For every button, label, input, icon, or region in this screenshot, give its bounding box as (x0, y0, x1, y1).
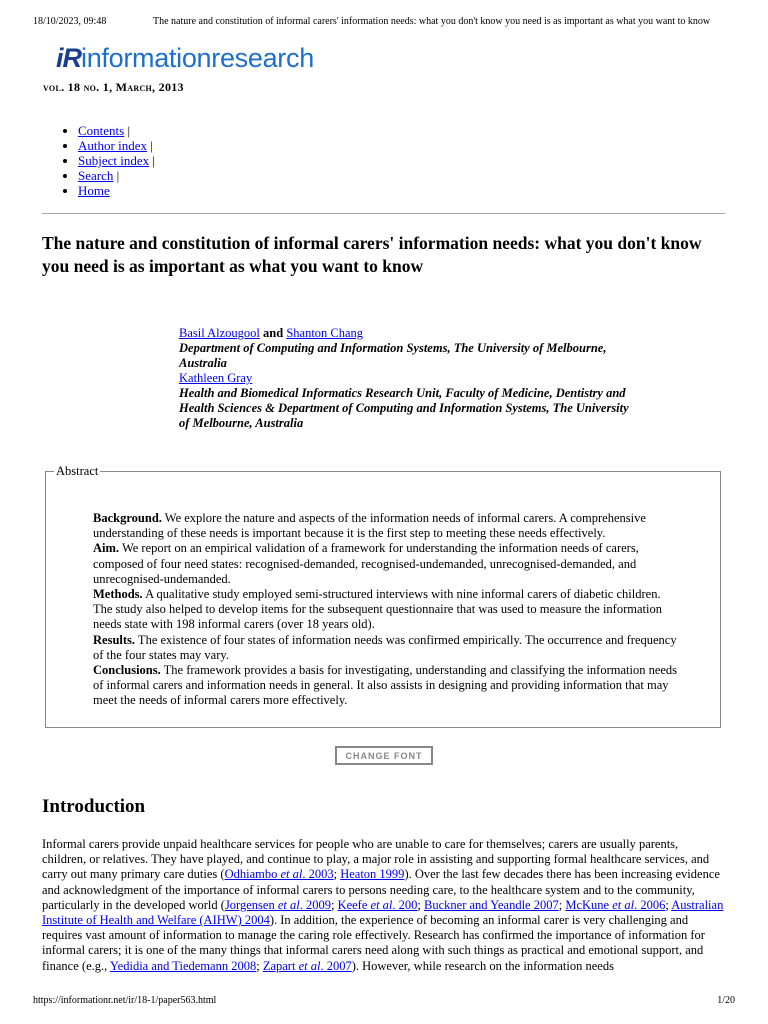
nav-item-home (78, 183, 155, 198)
abstract-conclusions: Conclusions. The framework provides a basis for investigating, understanding and classifying the information needs of informal carers and information needs in general. It also assists in designing and providing information that may meet the needs of informal carers more effectively. (93, 663, 678, 708)
affiliation-2: Health and Biomedical Informatics Research Unit, Faculty of Medicine, Dentistry and Health Sciences & Department of Computing and Information Systems, The University of Melbourne, Australia (179, 386, 629, 430)
author-link-alzougool[interactable]: Basil Alzougool (179, 326, 260, 340)
nav-link-subject-index[interactable]: Subject index (78, 153, 150, 168)
abstract-background: Background. We explore the nature and aspects of the information needs of informal carers. A comprehensive understanding of these needs is important because it is the first step to meeting these needs effectively. (93, 511, 646, 541)
abstract-results: Results. The existence of four states of information needs was confirmed empirically. The occurrence and frequency of the four states may vary. (93, 632, 677, 662)
ref-zapart[interactable]: Zapart et al. 2007 (262, 958, 352, 973)
nav-link-search[interactable]: Search (78, 168, 114, 183)
ref-buckner[interactable]: Buckner and Yeandle 2007 (424, 897, 559, 912)
nav-item-contents: • Contents | (78, 123, 155, 138)
logo-mark-icon: iR (56, 43, 81, 73)
ref-keefe[interactable]: Keefe et al. 200 (337, 897, 418, 912)
introduction-paragraph: Informal carers provide unpaid healthcare services for people who are unable to care for themselves; carers are usually parents, children, or relatives. They have played, and continue to play, a major role in assisting and supporting formal healthcare services, and carry out many primary care duties (Odhiambo et al. 2003; Heaton 1999). Over the last few decades there has been increasing evidence and acknowledgment of the importance of informal carers to persons needing care, to the healthcare system and to the community, particularly in the developed world (Jorgensen et al. 2009; Keefe et al. 200; Buckner and Yeandle 2007; McKune et al. 2006; Australian Institute of Health and Welfare (AIHW) 2004). In addition, the experience of becoming an informal carer is very challenging and requires vast amount of information to manage the caring role effectively. Research has confirmed the importance of information for informal carers; it is one of the many things that informal carers need along with such things as practical and emotional support, and finance (e.g., Yedidia and Tiedemann 2008; Zapart et al. 2007). However, while research on the information needs (42, 837, 724, 973)
nav-link-author-index[interactable]: Author index (78, 138, 147, 153)
print-header (33, 16, 732, 27)
abstract-legend: Abstract (56, 464, 99, 478)
divider (42, 213, 725, 214)
introduction-heading: Introduction (42, 796, 146, 817)
volume-info: vol. 18 no. 1, March, 2013 (43, 80, 184, 94)
logo-text: informationresearch (81, 43, 314, 73)
ref-yedidia[interactable]: Yedidia and Tiedemann 2008 (109, 958, 257, 973)
nav-item-subject-index: • Subject index | (78, 153, 155, 168)
abstract-methods: Methods. A qualitative study employed semi-structured interviews with nine informal carers of diabetic children. The study also helped to develop items for the subsequent questionnaire that was used to measure the information needs state with 198 informal carers (over 18 years old). (93, 587, 662, 632)
nav-item-search: • Search | (78, 168, 155, 183)
nav-link-home[interactable]: Home (78, 183, 110, 198)
article-title: The nature and constitution of informal carers' information needs: what you don't know you need is as important as what you want to know (42, 233, 702, 276)
abstract-box (45, 464, 721, 728)
print-footer (33, 995, 735, 1006)
affiliation-1: Department of Computing and Information Systems, The University of Melbourne, Australia (179, 341, 607, 370)
footer-page-number: 1/20 (717, 995, 735, 1006)
author-link-gray[interactable]: Kathleen Gray (179, 371, 253, 385)
change-font-button[interactable]: CHANGE FONT (335, 746, 433, 765)
ref-odhiambo[interactable]: Odhiambo et al. 2003 (224, 867, 334, 882)
ref-jorgensen[interactable]: Jorgensen et al. 2009 (224, 897, 331, 912)
footer-url: https://informationr.net/ir/18-1/paper563.html (33, 995, 217, 1006)
author-link-chang[interactable]: Shanton Chang (286, 326, 364, 340)
print-timestamp: 18/10/2023, 09:48 (33, 16, 107, 27)
abstract-aim: Aim. We report on an empirical validation of a framework for understanding the information needs of carers, composed of four need states: recognised-demanded, recognised-undemanded, unrecognised-demanded, and unrecognised-undemanded. (93, 541, 639, 586)
site-logo[interactable] (56, 43, 314, 74)
nav-link-contents[interactable]: Contents (78, 123, 125, 138)
ref-aihw[interactable]: Australian Institute of Health and Welfare (AIHW) 2004 (42, 897, 724, 928)
nav-list (58, 123, 155, 198)
abstract-body (93, 511, 678, 709)
nav-item-author-index: • Author index | (78, 138, 155, 153)
print-page-title: The nature and constitution of informal carers' information needs: what you don't know you need is as important as what you want to know (153, 16, 711, 27)
ref-heaton[interactable]: Heaton 1999 (340, 867, 405, 882)
author-block: Basil Alzougool and Shanton Chang Department of Computing and Information Systems, The University of Melbourne, Australia Kathleen Gray Health and Biomedical Informatics Research Unit, Faculty of Medicine, Dentistry and Health Sciences & Department of Computing and Information Systems, The University of Melbourne, Australia (179, 326, 639, 431)
ref-mckune[interactable]: McKune et al. 2006 (565, 897, 666, 912)
